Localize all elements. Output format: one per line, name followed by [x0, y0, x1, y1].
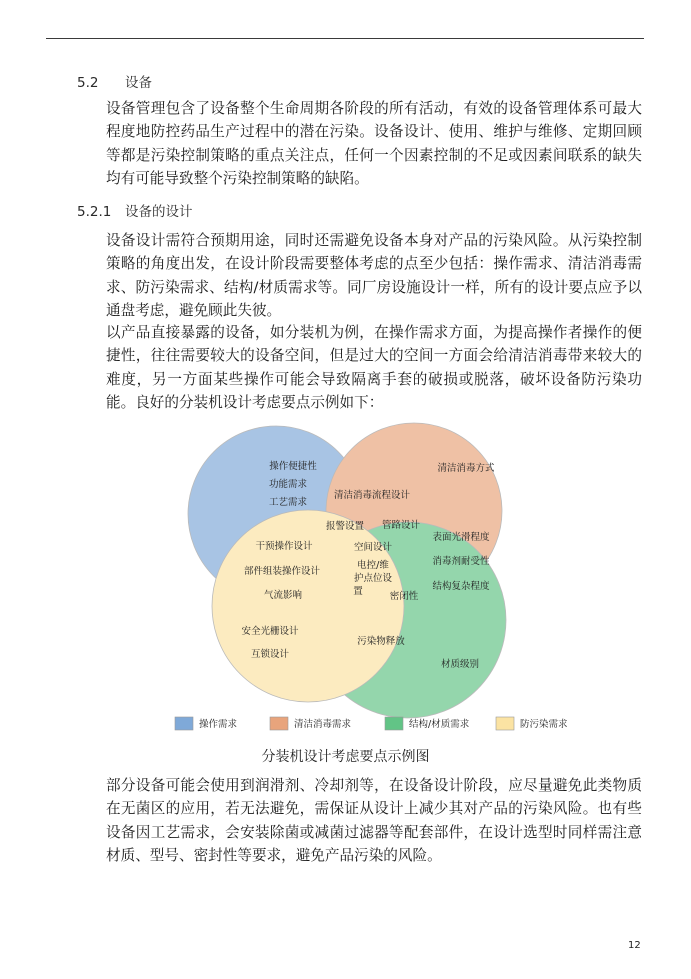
section-paragraph: 设备管理包含了设备整个生命周期各阶段的所有活动，有效的设备管理体系可最大程度地防控药品生产过程中的潜在污染。设备设计、使用、维护与维修、定期回顾等都是污染控制策略的重点关注点，任何一个因素控制的不足或因素间联系的缺失均有可能导致整个污染控制策略的缺陷。: [106, 100, 642, 187]
venn-label: 密闭性: [389, 591, 419, 602]
venn-label: 部件组装操作设计: [243, 566, 321, 577]
section-heading: [77, 71, 152, 91]
legend-swatch-structure: [385, 717, 403, 730]
venn-label: 清洁消毒流程设计: [333, 490, 411, 501]
venn-label: 互锁设计: [250, 649, 290, 660]
venn-label: 清洁消毒方式: [437, 463, 495, 474]
legend-label: 操作需求: [199, 719, 238, 730]
venn-label: 护点位设: [353, 573, 393, 584]
venn-label: 功能需求: [268, 479, 308, 490]
legend-swatch-protection: [496, 717, 514, 730]
subsection-number: 5.2.1: [77, 204, 112, 220]
venn-label: 报警设置: [325, 521, 365, 532]
venn-diagram: [160, 418, 580, 738]
legend-label: 结构/材质需求: [409, 719, 470, 730]
venn-label: 干预操作设计: [255, 541, 313, 552]
venn-label: 操作便捷性: [269, 461, 317, 472]
venn-label: 污染物释放: [357, 636, 405, 647]
venn-label: 置: [353, 586, 363, 597]
venn-label: 管路设计: [381, 520, 421, 531]
venn-label: 工艺需求: [268, 497, 308, 508]
venn-label: 电控/维: [357, 560, 389, 571]
header-rule: [46, 38, 644, 39]
legend-label: 清洁消毒需求: [294, 719, 352, 730]
figure-caption: 分装机设计考虑要点示例图: [261, 749, 430, 765]
page-number: 12: [628, 940, 641, 951]
body-paragraph: 以产品直接暴露的设备，如分装机为例，在操作需求方面，为提高操作者操作的便捷性，往往需要较大的设备空间，但是过大的空间一方面会给清洁消毒带来较大的难度，另一方面某些操作可能会导致隔离手套的破损或脱落，破坏设备防污染功能。良好的分装机设计考虑要点示例如下：: [106, 324, 642, 411]
venn-label: 材质级别: [440, 659, 480, 670]
legend-label: 防污染需求: [520, 719, 568, 730]
venn-label: 安全光栅设计: [241, 626, 299, 637]
body-paragraph: 部分设备可能会使用到润滑剂、冷却剂等，在设备设计阶段，应尽量避免此类物质在无菌区的应用，若无法避免，需保证从设计上减少其对产品的污染风险。也有些设备因工艺需求，会安装除菌或减菌过滤器等配套部件，在设计选型时同样需注意材质、型号、密封性等要求，避免产品污染的风险。: [106, 777, 642, 864]
legend-swatch-operation: [175, 717, 193, 730]
protection-circle: [212, 510, 404, 702]
section-number: 5.2: [77, 75, 99, 91]
venn-label: 消毒剂耐受性: [432, 556, 490, 567]
legend-swatch-cleaning: [270, 717, 288, 730]
venn-label: 结构复杂程度: [432, 581, 490, 592]
subsection-heading: [77, 200, 193, 220]
subsection-title: 设备的设计: [125, 204, 193, 220]
venn-label: 空间设计: [353, 542, 393, 553]
venn-label: 表面光滑程度: [432, 532, 490, 543]
legend: [175, 717, 568, 730]
section-title: 设备: [125, 75, 152, 91]
body-paragraph: 设备设计需符合预期用途，同时还需避免设备本身对产品的污染风险。从污染控制策略的角度出发，在设计阶段需要整体考虑的点至少包括：操作需求、清洁消毒需求、防污染需求、结构/材质需求等。同厂房设施设计一样，所有的设计要点应予以通盘考虑，避免顾此失彼。: [106, 232, 642, 319]
venn-label: 气流影响: [263, 590, 303, 601]
